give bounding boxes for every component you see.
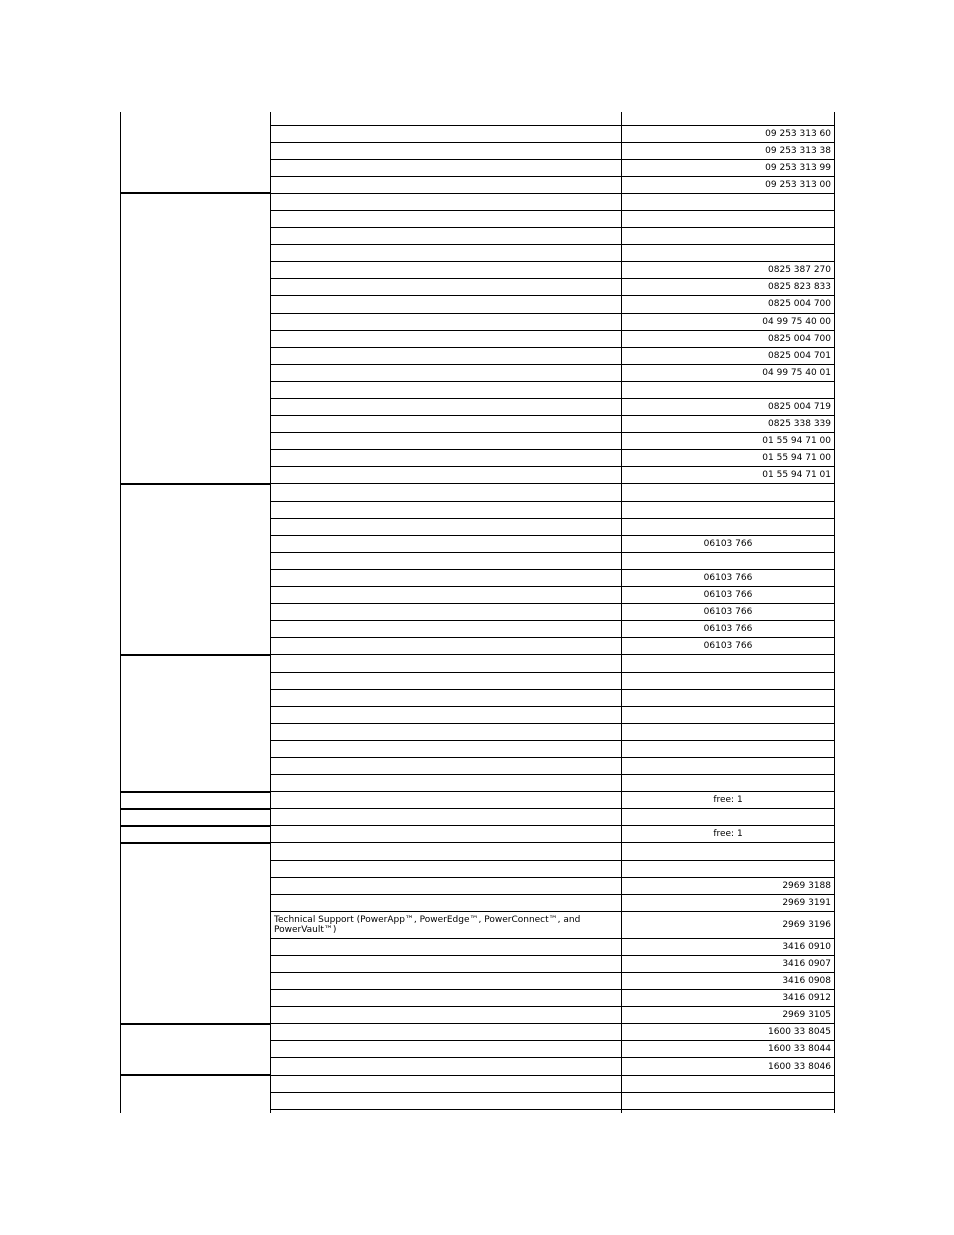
phone-number-cell [622, 809, 835, 826]
service-cell [271, 569, 622, 586]
phone-number-cell [622, 112, 835, 125]
service-cell [271, 296, 622, 313]
phone-number-cell [622, 757, 835, 774]
service-cell [271, 973, 622, 990]
phone-number-cell: 04 99 75 40 01 [622, 364, 835, 381]
service-cell [271, 672, 622, 689]
phone-number-cell [622, 775, 835, 792]
phone-number-cell: 09 253 313 38 [622, 142, 835, 159]
table-row [121, 843, 835, 860]
service-cell [271, 1092, 622, 1109]
service-cell [271, 990, 622, 1007]
table-row [121, 792, 835, 809]
phone-number-cell: 0825 004 719 [622, 399, 835, 416]
service-cell [271, 792, 622, 809]
service-cell [271, 381, 622, 398]
phone-number-cell [622, 655, 835, 672]
country-cell [121, 655, 271, 792]
service-cell [271, 604, 622, 621]
service-cell [271, 159, 622, 176]
phone-number-cell: 01 55 94 71 00 [622, 450, 835, 467]
phone-number-cell [622, 245, 835, 262]
table-row [121, 826, 835, 843]
phone-number-cell: 06103 766 [622, 604, 835, 621]
phone-number-cell: 06103 766 [622, 587, 835, 604]
service-cell [271, 330, 622, 347]
service-cell [271, 210, 622, 227]
phone-number-cell: 3416 0908 [622, 973, 835, 990]
service-cell [271, 518, 622, 535]
table-row [121, 112, 835, 125]
service-cell [271, 621, 622, 638]
service-cell [271, 826, 622, 843]
phone-number-cell: 0825 004 701 [622, 347, 835, 364]
phone-number-cell: 09 253 313 00 [622, 176, 835, 193]
service-cell: Technical Support (PowerApp™, PowerEdge™, PowerConnect™, and PowerVault™) [271, 911, 622, 938]
phone-number-cell: 3416 0910 [622, 938, 835, 955]
service-cell [271, 1075, 622, 1092]
service-cell [271, 775, 622, 792]
phone-number-cell [622, 860, 835, 877]
service-cell [271, 843, 622, 860]
service-cell [271, 689, 622, 706]
service-cell [271, 723, 622, 740]
service-cell [271, 535, 622, 552]
table-body [121, 112, 835, 1113]
table-row [121, 193, 835, 210]
phone-number-cell: 0825 004 700 [622, 330, 835, 347]
service-cell [271, 176, 622, 193]
service-cell [271, 655, 622, 672]
phone-number-cell: 3416 0912 [622, 990, 835, 1007]
phone-number-cell: 01 55 94 71 00 [622, 433, 835, 450]
service-cell [271, 757, 622, 774]
country-cell [121, 792, 271, 809]
phone-number-cell: free: 1 [622, 826, 835, 843]
phone-number-cell [622, 501, 835, 518]
phone-number-cell [622, 193, 835, 210]
phone-number-cell: 1600 33 8046 [622, 1058, 835, 1075]
country-cell [121, 809, 271, 826]
phone-number-cell: 09 253 313 99 [622, 159, 835, 176]
service-cell [271, 416, 622, 433]
phone-number-cell [622, 228, 835, 245]
phone-number-cell [622, 1109, 835, 1113]
phone-number-cell: 2969 3191 [622, 894, 835, 911]
service-cell [271, 877, 622, 894]
phone-number-cell [622, 210, 835, 227]
service-cell [271, 1007, 622, 1024]
phone-number-cell [622, 843, 835, 860]
phone-number-cell [622, 706, 835, 723]
phone-number-cell: 0825 823 833 [622, 279, 835, 296]
phone-number-cell: 06103 766 [622, 569, 835, 586]
phone-number-cell: 0825 387 270 [622, 262, 835, 279]
phone-number-cell [622, 723, 835, 740]
country-cell [121, 193, 271, 484]
phone-number-cell [622, 552, 835, 569]
table-row [121, 1024, 835, 1041]
phone-number-cell: 0825 338 339 [622, 416, 835, 433]
service-cell [271, 262, 622, 279]
phone-number-cell: 2969 3105 [622, 1007, 835, 1024]
service-cell [271, 809, 622, 826]
table-row [121, 809, 835, 826]
service-cell [271, 860, 622, 877]
service-cell [271, 364, 622, 381]
service-cell [271, 467, 622, 484]
service-cell [271, 433, 622, 450]
phone-number-cell: 0825 004 700 [622, 296, 835, 313]
phone-number-cell [622, 740, 835, 757]
phone-number-cell: 06103 766 [622, 621, 835, 638]
phone-number-cell [622, 672, 835, 689]
service-cell [271, 938, 622, 955]
service-cell [271, 313, 622, 330]
service-cell [271, 228, 622, 245]
table-row [121, 484, 835, 501]
service-cell [271, 1024, 622, 1041]
phone-number-cell: free: 1 [622, 792, 835, 809]
service-cell [271, 245, 622, 262]
phone-number-cell [622, 1092, 835, 1109]
phone-number-cell: 04 99 75 40 00 [622, 313, 835, 330]
table-row [121, 1075, 835, 1092]
service-cell [271, 484, 622, 501]
service-cell [271, 1058, 622, 1075]
service-cell [271, 955, 622, 972]
service-cell [271, 894, 622, 911]
country-cell [121, 1075, 271, 1113]
country-cell [121, 826, 271, 843]
phone-number-cell: 06103 766 [622, 638, 835, 655]
phone-number-cell [622, 518, 835, 535]
service-cell [271, 399, 622, 416]
phone-number-cell: 09 253 313 60 [622, 125, 835, 142]
phone-number-cell [622, 484, 835, 501]
phone-number-cell: 01 55 94 71 01 [622, 467, 835, 484]
service-cell [271, 740, 622, 757]
service-cell [271, 1041, 622, 1058]
service-cell [271, 279, 622, 296]
country-cell [121, 843, 271, 1024]
service-cell [271, 501, 622, 518]
service-cell [271, 125, 622, 142]
phone-number-cell: 3416 0907 [622, 955, 835, 972]
contact-numbers-table [120, 112, 835, 1113]
phone-number-cell [622, 381, 835, 398]
table-row [121, 655, 835, 672]
service-cell [271, 706, 622, 723]
phone-number-cell: 2969 3196 [622, 911, 835, 938]
country-cell [121, 112, 271, 193]
phone-number-cell [622, 689, 835, 706]
phone-number-cell: 06103 766 [622, 535, 835, 552]
phone-number-cell: 1600 33 8044 [622, 1041, 835, 1058]
phone-number-cell [622, 1075, 835, 1092]
phone-number-cell: 1600 33 8045 [622, 1024, 835, 1041]
service-cell [271, 1109, 622, 1113]
country-cell [121, 1024, 271, 1075]
service-cell [271, 112, 622, 125]
service-cell [271, 450, 622, 467]
country-cell [121, 484, 271, 655]
service-cell [271, 587, 622, 604]
service-cell [271, 193, 622, 210]
phone-number-cell: 2969 3188 [622, 877, 835, 894]
service-cell [271, 638, 622, 655]
service-cell [271, 142, 622, 159]
service-cell [271, 552, 622, 569]
service-cell [271, 347, 622, 364]
